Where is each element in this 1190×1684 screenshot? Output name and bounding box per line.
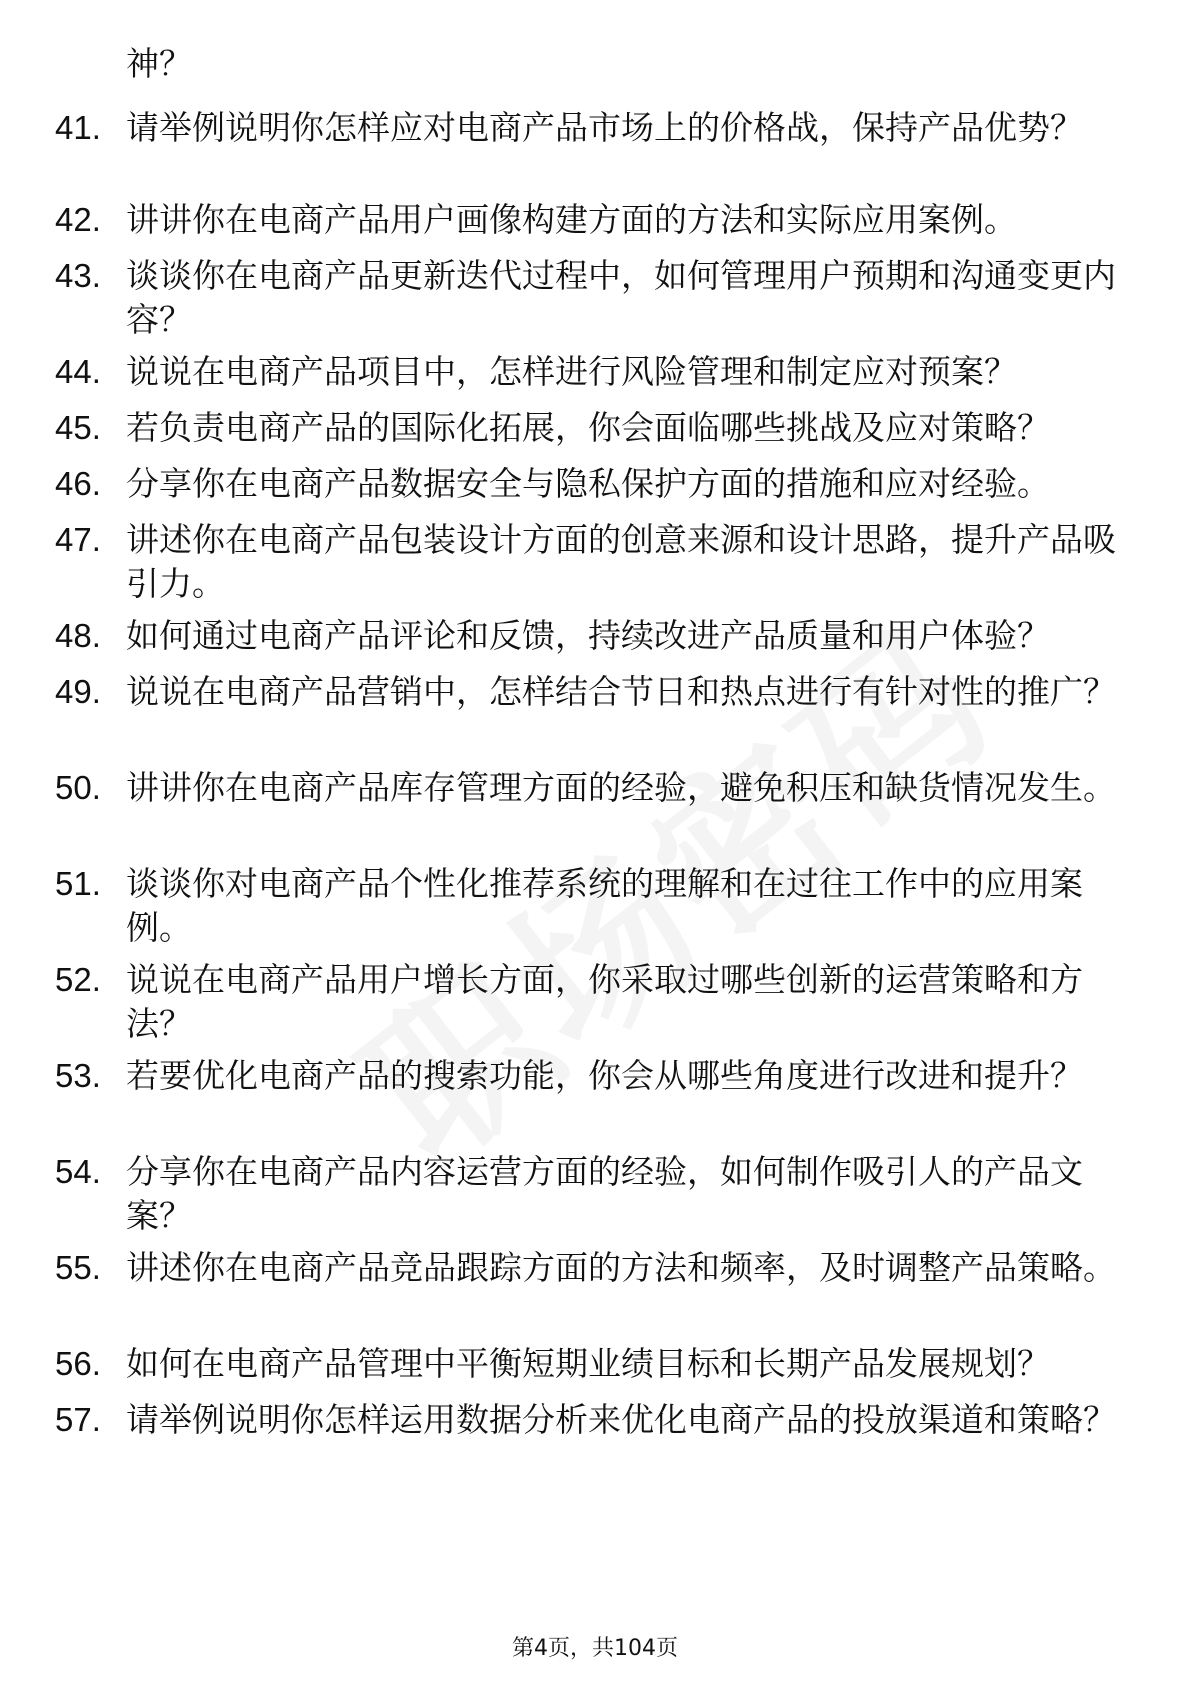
- list-item: [55, 254, 1135, 342]
- question-text: 分享你在电商产品内容运营方面的经验，如何制作吸引人的产品文案？: [126, 1152, 1083, 1235]
- question-number: 55.: [55, 1249, 101, 1286]
- question-text: 讲讲你在电商产品库存管理方面的经验，避免积压和缺货情况发生。: [126, 768, 1116, 807]
- question-number: 53.: [55, 1057, 101, 1094]
- list-item: [55, 766, 1135, 810]
- question-text: 说说在电商产品项目中，怎样进行风险管理和制定应对预案？: [126, 352, 1017, 391]
- continuation-text: 神？: [126, 44, 192, 83]
- list-item: [55, 462, 1135, 506]
- list-item: [55, 614, 1135, 658]
- question-number: 45.: [55, 409, 101, 446]
- list-item: [55, 198, 1135, 242]
- question-text: 讲述你在电商产品包装设计方面的创意来源和设计思路，提升产品吸引力。: [126, 520, 1116, 603]
- question-text: 请举例说明你怎样应对电商产品市场上的价格战，保持产品优势？: [126, 108, 1083, 147]
- question-text: 谈谈你对电商产品个性化推荐系统的理解和在过往工作中的应用案例。: [126, 864, 1083, 947]
- question-number: 50.: [55, 769, 101, 806]
- list-item: [55, 958, 1135, 1046]
- question-number: 41.: [55, 109, 101, 146]
- question-text: 若要优化电商产品的搜索功能，你会从哪些角度进行改进和提升？: [126, 1056, 1083, 1095]
- list-item: [55, 518, 1135, 606]
- question-text: 分享你在电商产品数据安全与隐私保护方面的措施和应对经验。: [126, 464, 1050, 503]
- page-footer: 第4页，共104页: [512, 1636, 678, 1661]
- question-text: 讲述你在电商产品竞品跟踪方面的方法和频率，及时调整产品策略。: [126, 1248, 1116, 1287]
- question-number: 46.: [55, 465, 101, 502]
- question-number: 49.: [55, 673, 101, 710]
- question-text: 如何通过电商产品评论和反馈，持续改进产品质量和用户体验？: [126, 616, 1050, 655]
- question-text: 谈谈你在电商产品更新迭代过程中，如何管理用户预期和沟通变更内容？: [126, 256, 1116, 339]
- list-item: [55, 862, 1135, 950]
- question-text: 若负责电商产品的国际化拓展，你会面临哪些挑战及应对策略？: [126, 408, 1050, 447]
- question-number: 52.: [55, 961, 101, 998]
- list-item: [55, 350, 1135, 394]
- question-number: 54.: [55, 1153, 101, 1190]
- list-item: [55, 406, 1135, 450]
- question-text: 如何在电商产品管理中平衡短期业绩目标和长期产品发展规划？: [126, 1344, 1050, 1383]
- list-item: [55, 106, 1135, 150]
- list-item: [55, 1150, 1135, 1238]
- question-number: 48.: [55, 617, 101, 654]
- question-text: 说说在电商产品用户增长方面，你采取过哪些创新的运营策略和方法？: [126, 960, 1083, 1043]
- list-item: [55, 670, 1135, 714]
- question-number: 43.: [55, 257, 101, 294]
- question-number: 56.: [55, 1345, 101, 1382]
- list-item: [55, 1342, 1135, 1386]
- question-number: 44.: [55, 353, 101, 390]
- list-item: [55, 1398, 1135, 1442]
- list-item: [55, 1054, 1135, 1098]
- question-number: 42.: [55, 201, 101, 238]
- list-item: [55, 1246, 1135, 1290]
- question-text: 讲讲你在电商产品用户画像构建方面的方法和实际应用案例。: [126, 200, 1017, 239]
- question-text: 请举例说明你怎样运用数据分析来优化电商产品的投放渠道和策略？: [126, 1400, 1116, 1439]
- question-text: 说说在电商产品营销中，怎样结合节日和热点进行有针对性的推广？: [126, 672, 1116, 711]
- question-number: 47.: [55, 521, 101, 558]
- question-number: 57.: [55, 1401, 101, 1438]
- question-number: 51.: [55, 865, 101, 902]
